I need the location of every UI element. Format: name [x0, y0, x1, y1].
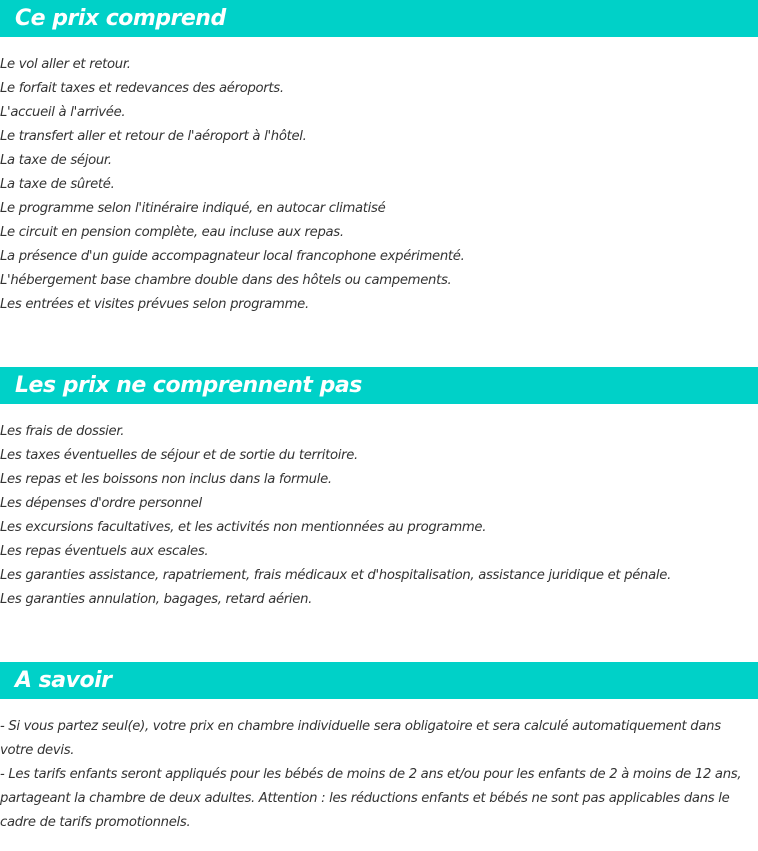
included-item: Le vol aller et retour. — [0, 57, 131, 72]
included-item: La présence d'un guide accompagnateur local francophone expérimenté. — [0, 249, 465, 264]
excluded-item: Les garanties annulation, bagages, retard aérien. — [0, 592, 313, 607]
included-item: L'hébergement base chambre double dans des hôtels ou campements. — [0, 273, 452, 288]
notes-body — [0, 715, 756, 835]
included-list — [0, 53, 465, 317]
included-item: Le circuit en pension complète, eau incluse aux repas. — [0, 225, 344, 240]
excluded-title: Les prix ne comprennent pas — [15, 373, 362, 398]
included-title: Ce prix comprend — [15, 6, 226, 31]
excluded-item: Les garanties assistance, rapatriement, frais médicaux et d'hospitalisation, assistance juridique et pénale. — [0, 568, 671, 583]
included-item: La taxe de séjour. — [0, 153, 112, 168]
included-item: L'accueil à l'arrivée. — [0, 105, 126, 120]
notes-title: A savoir — [15, 668, 112, 693]
included-header — [0, 0, 758, 37]
excluded-item: Les taxes éventuelles de séjour et de sortie du territoire. — [0, 448, 358, 463]
notes-header — [0, 662, 758, 699]
included-item: Le programme selon l'itinéraire indiqué, en autocar climatisé — [0, 201, 386, 216]
excluded-item: Les dépenses d'ordre personnel — [0, 496, 202, 511]
note-paragraph: - Les tarifs enfants seront appliqués pour les bébés de moins de 2 ans et/ou pour les enfants de 2 à moins de 12 ans, partageant la chambre de deux adultes. Attention : les réductions enfants et bébés ne sont pas applicables dans le cadre de tarifs promotionnels. — [0, 767, 742, 830]
excluded-item: Les frais de dossier. — [0, 424, 125, 439]
excluded-item: Les repas et les boissons non inclus dans la formule. — [0, 472, 332, 487]
excluded-list — [0, 420, 671, 612]
note-paragraph: - Si vous partez seul(e), votre prix en chambre individuelle sera obligatoire et sera calculé automatiquement dans votre devis. — [0, 719, 721, 758]
included-item: Le forfait taxes et redevances des aéroports. — [0, 81, 284, 96]
included-item: Le transfert aller et retour de l'aéroport à l'hôtel. — [0, 129, 307, 144]
included-item: La taxe de sûreté. — [0, 177, 115, 192]
excluded-item: Les repas éventuels aux escales. — [0, 544, 209, 559]
excluded-header — [0, 367, 758, 404]
excluded-item: Les excursions facultatives, et les activités non mentionnées au programme. — [0, 520, 487, 535]
included-item: Les entrées et visites prévues selon programme. — [0, 297, 309, 312]
